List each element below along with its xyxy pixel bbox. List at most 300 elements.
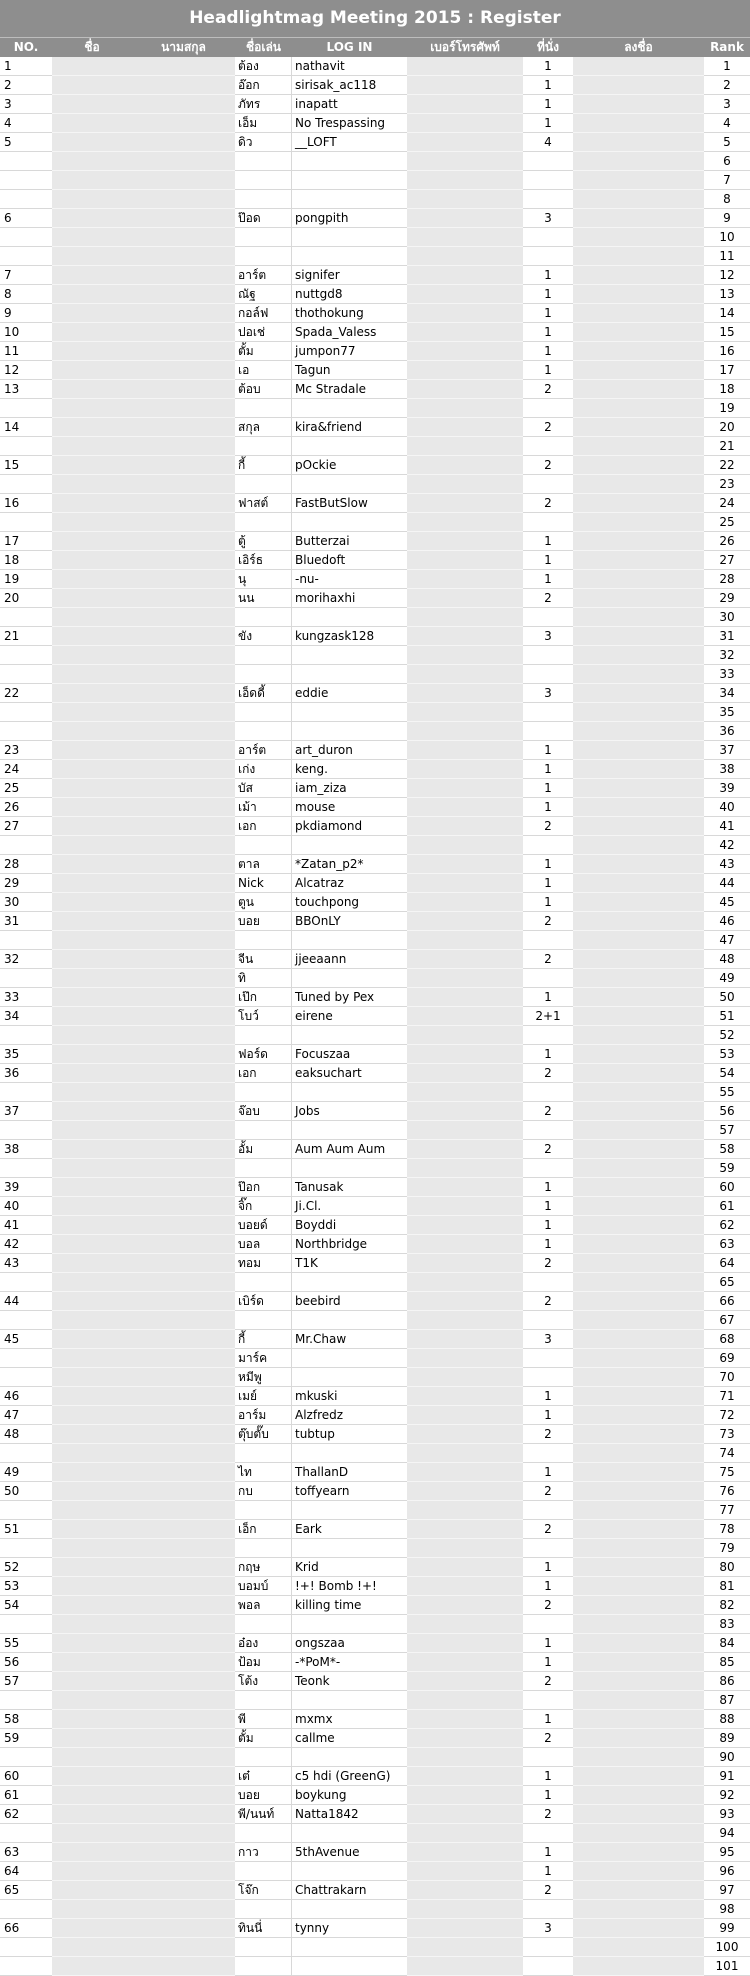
table-row [0, 1311, 750, 1330]
seats-cell: 1 [523, 893, 573, 912]
seats-cell [523, 646, 573, 665]
no-cell [0, 1824, 52, 1843]
no-cell: 3 [0, 95, 52, 114]
table-row [0, 1235, 750, 1254]
login-cell [292, 1159, 407, 1178]
seats-cell: 1 [523, 551, 573, 570]
phone-cell [407, 285, 523, 304]
name-cell [52, 304, 235, 323]
nickname-cell: ตุ๊บตั๊บ [235, 1425, 292, 1444]
name-cell [52, 741, 235, 760]
phone-cell [407, 342, 523, 361]
name-cell [52, 1330, 235, 1349]
table-row [0, 665, 750, 684]
rank-cell: 9 [704, 209, 750, 228]
seats-cell: 2 [523, 494, 573, 513]
phone-cell [407, 646, 523, 665]
name-cell [52, 836, 235, 855]
rank-cell: 11 [704, 247, 750, 266]
seats-cell [523, 437, 573, 456]
nickname-cell: นน [235, 589, 292, 608]
login-cell [292, 1444, 407, 1463]
name-cell [52, 171, 235, 190]
table-row [0, 1710, 750, 1729]
seats-cell [523, 171, 573, 190]
no-cell: 58 [0, 1710, 52, 1729]
no-cell: 18 [0, 551, 52, 570]
no-cell: 61 [0, 1786, 52, 1805]
rank-cell: 69 [704, 1349, 750, 1368]
no-cell [0, 1349, 52, 1368]
login-cell: tynny [292, 1919, 407, 1938]
nickname-cell: Nick [235, 874, 292, 893]
no-cell: 1 [0, 57, 52, 76]
signature-cell [573, 836, 704, 855]
phone-cell [407, 1026, 523, 1045]
login-cell [292, 1368, 407, 1387]
name-cell [52, 342, 235, 361]
login-cell: Bluedoft [292, 551, 407, 570]
signature-cell [573, 646, 704, 665]
seats-cell: 1 [523, 1558, 573, 1577]
signature-cell [573, 1634, 704, 1653]
signature-cell [573, 1026, 704, 1045]
nickname-cell: กบ [235, 1482, 292, 1501]
nickname-cell: มาร์ค [235, 1349, 292, 1368]
phone-cell [407, 760, 523, 779]
login-cell: Spada_Valess [292, 323, 407, 342]
login-cell [292, 1824, 407, 1843]
phone-cell [407, 1501, 523, 1520]
rank-cell: 39 [704, 779, 750, 798]
nickname-cell: เอ็ม [235, 114, 292, 133]
nickname-cell [235, 1938, 292, 1957]
seats-cell: 1 [523, 1216, 573, 1235]
login-cell [292, 1862, 407, 1881]
table-row [0, 1919, 750, 1938]
signature-cell [573, 133, 704, 152]
name-cell [52, 361, 235, 380]
phone-cell [407, 76, 523, 95]
signature-cell [573, 551, 704, 570]
login-cell: sirisak_ac118 [292, 76, 407, 95]
name-cell [52, 285, 235, 304]
nickname-cell: บอล [235, 1235, 292, 1254]
name-cell [52, 1957, 235, 1976]
no-cell: 25 [0, 779, 52, 798]
no-cell: 4 [0, 114, 52, 133]
name-cell [52, 437, 235, 456]
nickname-cell [235, 1862, 292, 1881]
name-cell [52, 931, 235, 950]
login-cell: Aum Aum Aum [292, 1140, 407, 1159]
rank-cell: 98 [704, 1900, 750, 1919]
signature-cell [573, 1216, 704, 1235]
table-row [0, 1349, 750, 1368]
signature-cell [573, 1083, 704, 1102]
signature-cell [573, 1672, 704, 1691]
name-cell [52, 1045, 235, 1064]
rank-cell: 77 [704, 1501, 750, 1520]
seats-cell: 2 [523, 912, 573, 931]
phone-cell [407, 209, 523, 228]
phone-cell [407, 1615, 523, 1634]
login-cell [292, 437, 407, 456]
signature-cell [573, 1330, 704, 1349]
phone-cell [407, 114, 523, 133]
name-cell [52, 266, 235, 285]
signature-cell [573, 209, 704, 228]
table-row [0, 836, 750, 855]
name-cell [52, 1729, 235, 1748]
login-cell [292, 1615, 407, 1634]
nickname-cell [235, 513, 292, 532]
login-cell [292, 190, 407, 209]
no-cell: 43 [0, 1254, 52, 1273]
signature-cell [573, 1843, 704, 1862]
signature-cell [573, 1007, 704, 1026]
signature-cell [573, 1824, 704, 1843]
rank-cell: 27 [704, 551, 750, 570]
no-cell [0, 171, 52, 190]
rank-cell: 25 [704, 513, 750, 532]
name-cell [52, 589, 235, 608]
table-row [0, 969, 750, 988]
table-row [0, 1330, 750, 1349]
phone-cell [407, 836, 523, 855]
signature-cell [573, 684, 704, 703]
rank-cell: 62 [704, 1216, 750, 1235]
signature-cell [573, 1881, 704, 1900]
table-row [0, 247, 750, 266]
nickname-cell: ตั้ม [235, 1729, 292, 1748]
signature-cell [573, 1919, 704, 1938]
table-row [0, 1064, 750, 1083]
signature-cell [573, 874, 704, 893]
rank-cell: 89 [704, 1729, 750, 1748]
name-cell [52, 893, 235, 912]
phone-cell [407, 912, 523, 931]
table-row [0, 1425, 750, 1444]
signature-cell [573, 1349, 704, 1368]
rank-cell: 84 [704, 1634, 750, 1653]
phone-cell [407, 1197, 523, 1216]
no-cell: 44 [0, 1292, 52, 1311]
nickname-cell [235, 1121, 292, 1140]
table-row [0, 228, 750, 247]
table-row [0, 456, 750, 475]
no-cell: 63 [0, 1843, 52, 1862]
name-cell [52, 779, 235, 798]
rank-cell: 10 [704, 228, 750, 247]
login-cell: jumpon77 [292, 342, 407, 361]
name-cell [52, 1026, 235, 1045]
seats-cell: 1 [523, 1197, 573, 1216]
seats-cell: 1 [523, 266, 573, 285]
signature-cell [573, 893, 704, 912]
signature-cell [573, 722, 704, 741]
phone-cell [407, 1596, 523, 1615]
signature-cell [573, 456, 704, 475]
nickname-cell: เป๊ก [235, 988, 292, 1007]
no-cell [0, 608, 52, 627]
phone-cell [407, 589, 523, 608]
name-cell [52, 1938, 235, 1957]
rank-cell: 101 [704, 1957, 750, 1976]
table-row [0, 1007, 750, 1026]
name-cell [52, 95, 235, 114]
login-cell: Teonk [292, 1672, 407, 1691]
rank-cell: 79 [704, 1539, 750, 1558]
table-row [0, 475, 750, 494]
seats-cell: 1 [523, 57, 573, 76]
no-cell [0, 1311, 52, 1330]
signature-cell [573, 1064, 704, 1083]
no-cell: 29 [0, 874, 52, 893]
signature-cell [573, 1311, 704, 1330]
seats-cell: 1 [523, 1463, 573, 1482]
table-row [0, 1900, 750, 1919]
no-cell: 42 [0, 1235, 52, 1254]
name-cell [52, 1862, 235, 1881]
login-cell: tubtup [292, 1425, 407, 1444]
phone-cell [407, 1216, 523, 1235]
seats-cell: 1 [523, 1786, 573, 1805]
table-row [0, 152, 750, 171]
phone-cell [407, 532, 523, 551]
table-row [0, 361, 750, 380]
nickname-cell: เอ [235, 361, 292, 380]
nickname-cell [235, 171, 292, 190]
phone-cell [407, 570, 523, 589]
rank-cell: 99 [704, 1919, 750, 1938]
no-cell: 23 [0, 741, 52, 760]
no-cell [0, 1748, 52, 1767]
table-row [0, 76, 750, 95]
nickname-cell [235, 1900, 292, 1919]
nickname-cell: สกุล [235, 418, 292, 437]
login-cell: kungzask128 [292, 627, 407, 646]
name-cell [52, 551, 235, 570]
rank-cell: 71 [704, 1387, 750, 1406]
seats-cell [523, 1539, 573, 1558]
no-cell [0, 665, 52, 684]
signature-cell [573, 988, 704, 1007]
phone-cell [407, 152, 523, 171]
name-cell [52, 190, 235, 209]
signature-cell [573, 1292, 704, 1311]
table-row [0, 1843, 750, 1862]
login-cell: eaksuchart [292, 1064, 407, 1083]
nickname-cell [235, 1748, 292, 1767]
no-cell [0, 836, 52, 855]
rank-cell: 19 [704, 399, 750, 418]
signature-cell [573, 1121, 704, 1140]
rank-cell: 42 [704, 836, 750, 855]
no-cell: 47 [0, 1406, 52, 1425]
phone-cell [407, 1311, 523, 1330]
signature-cell [573, 1710, 704, 1729]
table-row [0, 1387, 750, 1406]
nickname-cell: เอิร์ธ [235, 551, 292, 570]
signature-cell [573, 1615, 704, 1634]
login-cell [292, 836, 407, 855]
nickname-cell: อ๋อง [235, 1634, 292, 1653]
rank-cell: 40 [704, 798, 750, 817]
nickname-cell: กาว [235, 1843, 292, 1862]
no-cell [0, 1900, 52, 1919]
table-row [0, 627, 750, 646]
signature-cell [573, 1520, 704, 1539]
seats-cell: 1 [523, 1406, 573, 1425]
signature-cell [573, 1482, 704, 1501]
rank-cell: 37 [704, 741, 750, 760]
name-cell [52, 1083, 235, 1102]
phone-cell [407, 1349, 523, 1368]
no-cell: 22 [0, 684, 52, 703]
table-row [0, 760, 750, 779]
login-cell [292, 931, 407, 950]
rank-cell: 48 [704, 950, 750, 969]
signature-cell [573, 1653, 704, 1672]
table-row [0, 1026, 750, 1045]
rank-cell: 95 [704, 1843, 750, 1862]
name-cell [52, 855, 235, 874]
rank-cell: 63 [704, 1235, 750, 1254]
no-cell [0, 247, 52, 266]
login-cell: killing time [292, 1596, 407, 1615]
seats-cell: 3 [523, 1919, 573, 1938]
rank-cell: 21 [704, 437, 750, 456]
phone-cell [407, 1083, 523, 1102]
no-cell: 48 [0, 1425, 52, 1444]
seats-cell: 1 [523, 1634, 573, 1653]
name-cell [52, 627, 235, 646]
nickname-cell: นุ [235, 570, 292, 589]
nickname-cell: ทินนี่ [235, 1919, 292, 1938]
no-cell: 21 [0, 627, 52, 646]
table-row [0, 266, 750, 285]
nickname-cell: เม้า [235, 798, 292, 817]
seats-cell: 2 [523, 456, 573, 475]
nickname-cell: อั้ม [235, 1140, 292, 1159]
seats-cell [523, 399, 573, 418]
seats-cell [523, 228, 573, 247]
phone-cell [407, 1957, 523, 1976]
login-cell: iam_ziza [292, 779, 407, 798]
table-row [0, 399, 750, 418]
name-cell [52, 912, 235, 931]
signature-cell [573, 589, 704, 608]
login-cell: Mc Stradale [292, 380, 407, 399]
no-cell [0, 1368, 52, 1387]
table-row [0, 95, 750, 114]
table-row [0, 1197, 750, 1216]
rank-cell: 58 [704, 1140, 750, 1159]
header-first-name: ชื่อ [84, 40, 100, 54]
name-cell [52, 874, 235, 893]
phone-cell [407, 988, 523, 1007]
no-cell: 38 [0, 1140, 52, 1159]
name-cell [52, 969, 235, 988]
nickname-cell: อาร์ต [235, 266, 292, 285]
no-cell [0, 1539, 52, 1558]
table-row [0, 1406, 750, 1425]
table-row [0, 380, 750, 399]
login-cell [292, 1900, 407, 1919]
signature-cell [573, 1558, 704, 1577]
no-cell: 11 [0, 342, 52, 361]
login-cell [292, 513, 407, 532]
phone-cell [407, 874, 523, 893]
rank-cell: 61 [704, 1197, 750, 1216]
signature-cell [573, 1140, 704, 1159]
login-cell: mkuski [292, 1387, 407, 1406]
rank-cell: 72 [704, 1406, 750, 1425]
rank-cell: 43 [704, 855, 750, 874]
name-cell [52, 1273, 235, 1292]
no-cell: 41 [0, 1216, 52, 1235]
rank-cell: 86 [704, 1672, 750, 1691]
phone-cell [407, 1045, 523, 1064]
signature-cell [573, 1691, 704, 1710]
header-rank: Rank [710, 40, 744, 54]
seats-cell [523, 722, 573, 741]
no-cell: 55 [0, 1634, 52, 1653]
signature-cell [573, 380, 704, 399]
table-row [0, 209, 750, 228]
no-cell: 56 [0, 1653, 52, 1672]
rank-cell: 6 [704, 152, 750, 171]
phone-cell [407, 1273, 523, 1292]
name-cell [52, 323, 235, 342]
seats-cell [523, 1026, 573, 1045]
phone-cell [407, 494, 523, 513]
table-row [0, 1786, 750, 1805]
login-cell: boykung [292, 1786, 407, 1805]
rank-cell: 45 [704, 893, 750, 912]
rank-cell: 49 [704, 969, 750, 988]
rank-cell: 36 [704, 722, 750, 741]
seats-cell [523, 665, 573, 684]
no-cell: 6 [0, 209, 52, 228]
login-cell: Tanusak [292, 1178, 407, 1197]
rank-cell: 33 [704, 665, 750, 684]
no-cell: 59 [0, 1729, 52, 1748]
signature-cell [573, 1577, 704, 1596]
rank-cell: 20 [704, 418, 750, 437]
seats-cell [523, 1121, 573, 1140]
name-cell [52, 1482, 235, 1501]
name-cell [52, 418, 235, 437]
rank-cell: 56 [704, 1102, 750, 1121]
nickname-cell: บอมบ์ [235, 1577, 292, 1596]
signature-cell [573, 323, 704, 342]
phone-cell [407, 380, 523, 399]
phone-cell [407, 779, 523, 798]
table-row [0, 1501, 750, 1520]
header-login: LOG IN [326, 40, 373, 54]
phone-cell [407, 1102, 523, 1121]
no-cell [0, 1026, 52, 1045]
seats-cell: 1 [523, 988, 573, 1007]
signature-cell [573, 399, 704, 418]
nickname-cell: บอย [235, 912, 292, 931]
login-cell: __LOFT [292, 133, 407, 152]
login-cell: nathavit [292, 57, 407, 76]
phone-cell [407, 893, 523, 912]
name-cell [52, 247, 235, 266]
